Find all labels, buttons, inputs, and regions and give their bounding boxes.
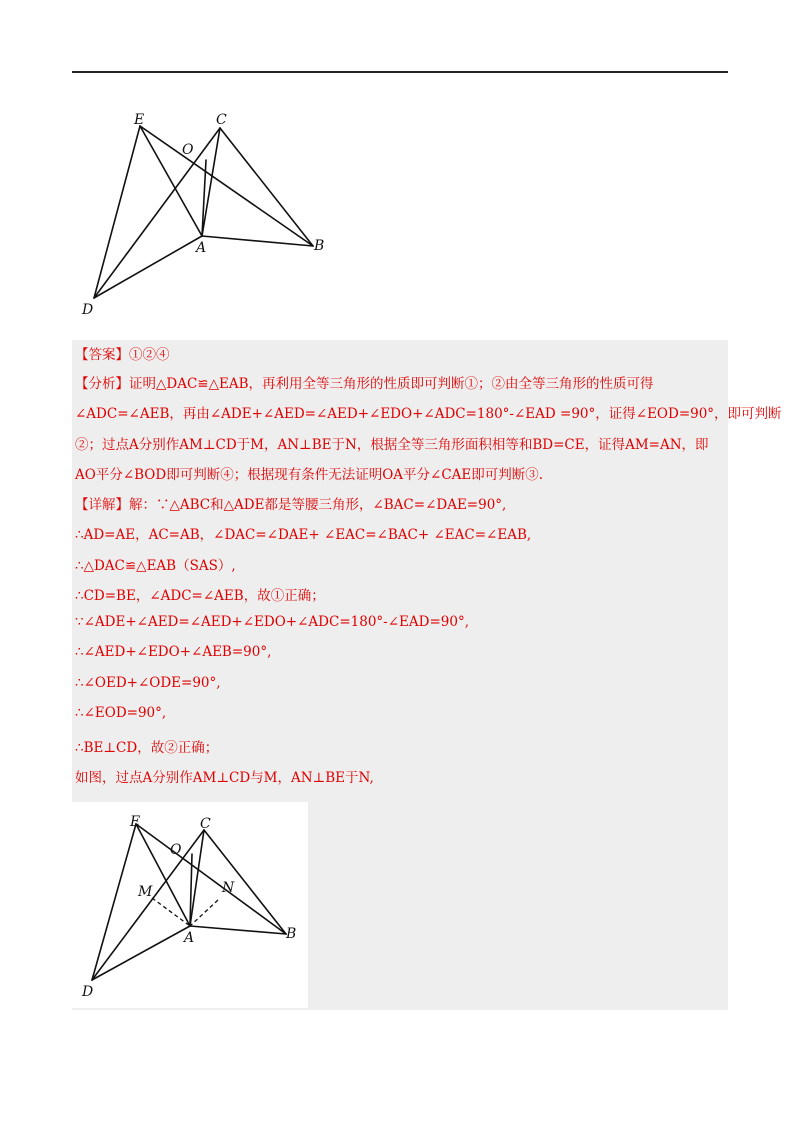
label-C: C [216, 112, 227, 128]
label-A: A [184, 930, 195, 946]
detail-line-8: ∴∠EOD=90°, [75, 705, 167, 721]
detail-line-9: ∴BE⊥CD，故②正确； [75, 740, 219, 756]
detail-line-3: ∴△DAC≌△EAB（SAS）, [75, 558, 236, 574]
detail-line-1: 【详解】解：∵△ABC和△ADE都是等腰三角形，∠BAC=∠DAE=90°, [75, 497, 507, 513]
analysis-line-1: 【分析】证明△DAC≌△EAB，再利用全等三角形的性质即可判断①；②由全等三角形的性质可得 [75, 376, 654, 392]
detail-line-10: 如图，过点A分别作AM⊥CD与M，AN⊥BE于N, [75, 770, 374, 786]
label-O: O [182, 142, 194, 158]
label-E: E [130, 814, 141, 830]
label-D: D [82, 984, 94, 1000]
label-B: B [286, 926, 297, 942]
analysis-line-4: AO平分∠BOD即可判断④；根据现有条件无法证明OA平分∠CAE即可判断③. [75, 467, 544, 483]
detail-line-5: ∵∠ADE+∠AED=∠AED+∠EDO+∠ADC=180°-∠EAD=90°, [75, 614, 469, 630]
answer-line: 【答案】①②④ [75, 347, 170, 363]
label-C: C [200, 816, 211, 832]
detail-line-2: ∴AD=AE，AC=AB，∠DAC=∠DAE+ ∠EAC=∠BAC+ ∠EAC=∠EAB, [75, 527, 532, 543]
header-rule [72, 71, 728, 73]
label-O: O [170, 842, 182, 858]
analysis-line-3: ②；过点A分别作AM⊥CD于M，AN⊥BE于N，根据全等三角形面积相等和BD=CE，证得AM=AN，即 [75, 437, 709, 453]
geometry-figure-1 [76, 104, 336, 326]
label-A: A [196, 240, 207, 256]
label-D: D [82, 302, 94, 318]
geometry-figure-2 [72, 802, 308, 1008]
detail-line-6: ∴∠AED+∠EDO+∠AEB=90°, [75, 644, 272, 660]
figure-2-panel [72, 802, 308, 1008]
label-N: N [222, 880, 235, 896]
label-B: B [314, 238, 325, 254]
analysis-line-2: ∠ADC=∠AEB，再由∠ADE+∠AED=∠AED+∠EDO+∠ADC=180°-∠EAD =90°，证得∠EOD=90°，即可判断 [75, 406, 782, 422]
detail-line-7: ∴∠OED+∠ODE=90°, [75, 675, 221, 691]
label-M: M [138, 884, 153, 900]
label-E: E [134, 112, 145, 128]
detail-line-4: ∴CD=BE，∠ADC=∠AEB，故①正确； [75, 588, 325, 604]
